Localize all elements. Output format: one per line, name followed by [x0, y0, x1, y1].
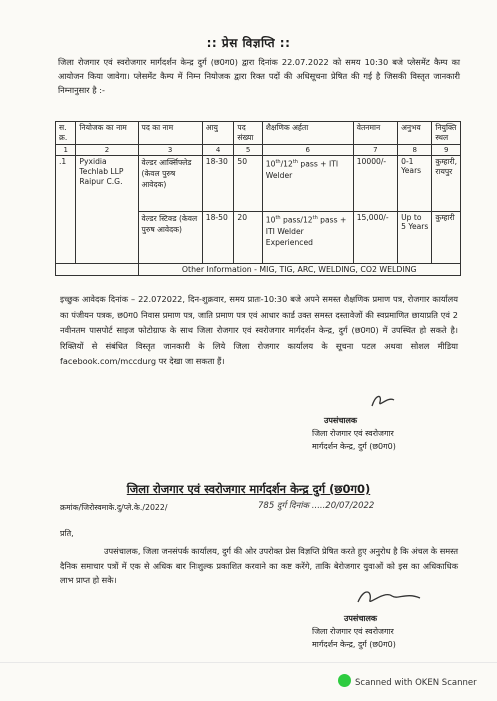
row-age: 18-50	[202, 212, 234, 264]
vacancy-table	[55, 121, 461, 276]
qual-part: pass/12	[280, 215, 313, 225]
col-header-post: पद का नाम	[138, 122, 202, 145]
col-number: 4	[202, 145, 234, 156]
other-info-row	[56, 264, 461, 276]
col-header-salary: वेतनमान	[353, 122, 397, 145]
col-header-qualification: शैक्षणिक अर्हता	[262, 122, 353, 145]
row-qualification	[262, 156, 353, 212]
row-post: वेल्डर आर्क्स‍िफ्लेड (केवल पुरुष आवेदक)	[138, 156, 202, 212]
row-employer: Pyxidia Techlab LLP Raipur C.G.	[76, 156, 138, 264]
qual-part: pass + ITI Welder Experienced	[265, 215, 347, 247]
col-number: 8	[398, 145, 432, 156]
row-sno: .1	[56, 156, 76, 264]
col-number: 9	[432, 145, 461, 156]
row-qualification	[262, 212, 353, 264]
row-count: 50	[234, 156, 262, 212]
signatory-title: उपसंचालक	[324, 416, 358, 425]
qual-part: /12	[280, 159, 293, 169]
qual-sup: th	[292, 159, 298, 165]
office-title: जिला रोजगार एवं स्वरोजगार मार्गदर्शन केन्द्र दुर्ग (छ0ग0)	[126, 482, 371, 496]
qual-sup: th	[275, 215, 281, 221]
col-number: 2	[76, 145, 138, 156]
scanner-logo-icon	[338, 674, 351, 687]
qual-sup: th	[275, 159, 281, 165]
addressee-label: प्रति,	[60, 529, 74, 538]
row-experience: 0-1 Years	[398, 156, 432, 212]
signatory-office: जिला रोजगार एवं स्वरोजगार	[312, 429, 394, 438]
row-location: कुम्हारी, रायपुर	[432, 156, 461, 212]
table-header-row	[56, 122, 461, 145]
divider	[0, 662, 497, 663]
col-header-count: पद संख्या	[234, 122, 262, 145]
col-number: 7	[353, 145, 397, 156]
signature-block-1	[312, 414, 396, 453]
row-age: 18-30	[202, 156, 234, 212]
qual-part: pass + ITI Welder	[265, 159, 339, 180]
forwarding-paragraph: उपसंचालक, जिला जनसंपर्क कार्यालय, दुर्ग की ओर उपरोक्त प्रेस विज्ञप्ति प्रेषित करते हुए अनुरोध है कि अंचल के समस्त दैनिक समाचार पत्रों में एक से अधिक बार निःशुल्क प्रकाशित करवाने का कष्ट करेंगे, ताकि बेरोजगार युवाओं को इस का अधिकाधिक लाभ प्राप्त हो सके।	[60, 546, 458, 585]
row-salary: 10000/-	[353, 156, 397, 212]
col-header-age: आयु	[202, 122, 234, 145]
row-location: कुम्हारी	[432, 212, 461, 264]
col-header-sno: स. क्र.	[56, 122, 76, 145]
row-salary: 15,000/-	[353, 212, 397, 264]
col-number: 3	[138, 145, 202, 156]
other-info: Other Information - MIG, TIG, ARC, WELDING, CO2 WELDING	[138, 264, 461, 276]
instructions-paragraph: इच्छुक आवेदक दिनांक – 22.072022, दिन-शुक्रवार, समय प्रातः-10:30 बजे अपने समस्त शैक्षणिक प्रमाण पत्र, रोजगार कार्यालय का पंजीयन पत्रक, छ0ग0 निवास प्रमाण पत्र, जाति प्रमाण पत्र एवं आधार कार्ड उक्त समस्त दस्तावेजों की स्वप्रमाणित छायाप्रति एवं 2 नवीनतम पासपोर्ट साइज फोटोग्राफ के साथ जिला रोजगार एवं स्वरोजगार मार्गदर्शन केन्द्र, दुर्ग (छ0ग0) में उपस्थित हो सकते है। रिक्तियों से संबंधित विस्तृत जानकारी के लिये जिला रोजगार कार्यालय के सूचना पटल अथवा सोशल मीडिया facebook.com/mccdurg पर देखा जा सकता हैं।	[60, 294, 458, 366]
table-number-row	[56, 145, 461, 156]
signatory-office: मार्गदर्शन केन्द्र, दुर्ग (छ0ग0)	[312, 442, 396, 451]
col-number: 6	[262, 145, 353, 156]
row-post: वेल्डर स्टिक्ड (केवल पुरुष आवेदक)	[138, 212, 202, 264]
empty-cell	[56, 264, 139, 276]
scanner-watermark	[338, 674, 477, 688]
signatory-title: उपसंचालक	[344, 614, 378, 623]
qual-part: 10	[265, 159, 276, 169]
col-header-location: नियुक्ति स्थल	[432, 122, 461, 145]
row-count: 20	[234, 212, 262, 264]
qual-sup: th	[312, 215, 318, 221]
signature-block-2	[312, 612, 396, 651]
qual-part: 10	[265, 215, 276, 225]
row-experience: Up to 5 Years	[398, 212, 432, 264]
col-number: 1	[56, 145, 76, 156]
page-title: :: प्रेस विज्ञप्ति ::	[206, 36, 291, 50]
col-number: 5	[234, 145, 262, 156]
col-header-experience: अनुभव	[398, 122, 432, 145]
signature-mark	[368, 392, 398, 410]
signatory-office: मार्गदर्शन केन्द्र, दुर्ग (छ0ग0)	[312, 640, 396, 649]
intro-paragraph: जिला रोजगार एवं स्वरोजगार मार्गदर्शन केन्द्र दुर्ग (छ0ग0) द्वारा दिनांक 22.07.2022 को समय 10:30 बजे प्लेसमेंट कैम्प का आयोजन किया जावेगा। प्लेसमेंट कैम्प में निम्न नियोजक द्वारा रिक्त पदों की अधिसूचना प्रेषित की गई है जिसकी विस्तृत जानकारी निम्नानुसार है :-	[58, 57, 460, 95]
signatory-office: जिला रोजगार एवं स्वरोजगार	[312, 627, 394, 636]
memo-number: क्रमांक/जिरोस्वमाके.दु/प्ले.के./2022/	[60, 503, 168, 512]
col-header-employer: नियोजक का नाम	[76, 122, 138, 145]
scanner-label: Scanned with OKEN Scanner	[355, 678, 477, 688]
table-row	[56, 156, 461, 212]
signature-mark	[354, 586, 424, 608]
memo-date: 785 दुर्ग दिनांक .....20/07/2022	[258, 501, 375, 511]
